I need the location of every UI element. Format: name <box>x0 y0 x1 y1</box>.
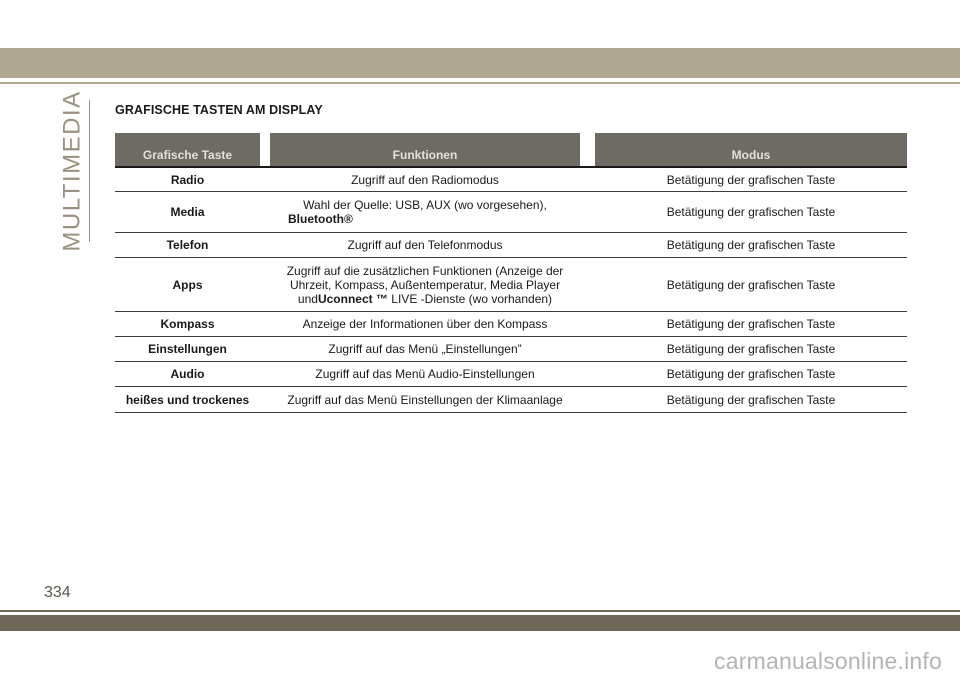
row-modus: Betätigung der grafischen Taste <box>666 172 836 187</box>
row-taste: Audio <box>170 367 205 381</box>
row-modus: Betätigung der grafischen Taste <box>666 342 836 356</box>
row-taste: Kompass <box>160 317 215 331</box>
row-taste: Einstellungen <box>148 342 227 356</box>
header-band <box>0 48 960 78</box>
row-modus: Betätigung der grafischen Taste <box>666 392 836 407</box>
table-row <box>115 258 907 312</box>
row-funktion-line: Bluetooth® <box>288 212 353 226</box>
column-header-modus: Modus <box>595 133 907 166</box>
row-modus: Betätigung der grafischen Taste <box>666 367 836 381</box>
row-funktion: Zugriff auf das Menü „Einstellungen” <box>328 342 522 356</box>
column-header-funktionen: Funktionen <box>270 133 580 166</box>
row-taste: Media <box>170 205 205 219</box>
row-modus: Betätigung der grafischen Taste <box>666 317 836 331</box>
row-funktion: Anzeige der Informationen über den Kompass <box>302 317 548 331</box>
row-modus: Betätigung der grafischen Taste <box>666 205 836 219</box>
section-side-label <box>58 90 88 252</box>
side-label-rule <box>89 100 90 242</box>
row-funktion: Zugriff auf den Telefonmodus <box>347 238 503 252</box>
row-taste: heißes und trockenes <box>125 392 250 407</box>
page-number: 334 <box>44 584 71 601</box>
header-rule <box>0 82 960 84</box>
row-funktion-text: und <box>297 291 318 306</box>
column-header-taste: Grafische Taste <box>115 133 260 166</box>
uconnect-brand: Uconnect ™ <box>317 291 388 306</box>
row-funktion-line: Uhrzeit, Kompass, Außentemperatur, Media Player <box>289 277 561 292</box>
table-row <box>115 168 907 192</box>
row-funktion <box>270 198 580 226</box>
row-taste: Radio <box>170 172 205 187</box>
row-funktion: Zugriff auf das Menü Einstellungen der Klimaanlage <box>287 392 563 407</box>
row-funktion: Zugriff auf den Radiomodus <box>351 172 499 187</box>
watermark: carmanualsonline.info <box>714 648 942 674</box>
row-funktion-text: LIVE -Dienste (wo vorhanden) <box>387 291 553 306</box>
row-funktion <box>270 264 580 306</box>
table-row <box>115 337 907 362</box>
table-row <box>115 362 907 387</box>
table-header <box>115 133 907 166</box>
buttons-table <box>115 133 907 413</box>
row-funktion-line <box>270 292 580 306</box>
row-funktion-line: Zugriff auf die zusätzlichen Funktionen (Anzeige der <box>286 263 564 278</box>
side-label-text: MULTIMEDIA <box>59 90 87 252</box>
table-row <box>115 192 907 233</box>
row-modus: Betätigung der grafischen Taste <box>666 277 836 292</box>
row-taste: Telefon <box>166 238 209 252</box>
row-funktion-line: Wahl der Quelle: USB, AUX (wo vorgesehen), <box>303 198 547 212</box>
row-taste: Apps <box>172 277 203 292</box>
row-modus: Betätigung der grafischen Taste <box>666 238 836 252</box>
table-row <box>115 312 907 337</box>
table-row <box>115 387 907 413</box>
row-funktion: Zugriff auf das Menü Audio-Einstellungen <box>315 367 535 381</box>
footer-band <box>0 615 960 631</box>
table-row <box>115 233 907 258</box>
footer-rule <box>0 610 960 612</box>
section-title: GRAFISCHE TASTEN AM DISPLAY <box>115 103 323 117</box>
